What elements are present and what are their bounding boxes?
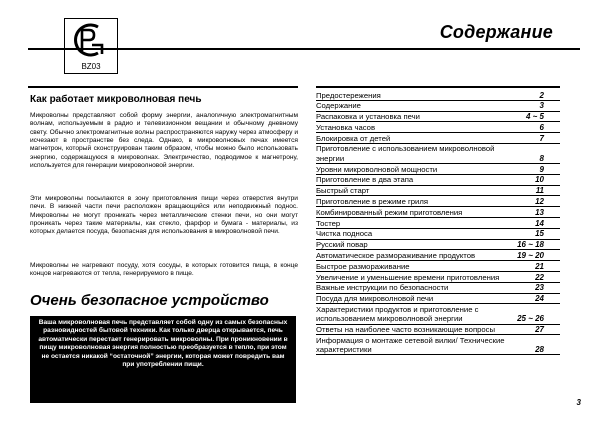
toc-item-title: Автоматическое размораживание продуктов [316,250,476,260]
toc-item-page: 9 [539,164,544,174]
toc-item-title: Информация о монтаже сетевой вилки/ Технические характеристики [316,335,505,355]
toc-item-page: 12 [535,196,544,206]
toc-item-page: 3 [539,101,544,111]
toc-item-title: Тостер [316,218,341,228]
toc-item-page: 28 [535,345,544,355]
toc-item[interactable] [316,240,560,251]
toc-item-title: Распаковка и установка печи [316,112,420,122]
toc-item-page: 2 [539,90,544,100]
right-column-divider [316,86,560,88]
toc-item-title: Быстрое размораживание [316,261,410,271]
toc-item[interactable] [316,133,560,144]
toc-item-page: 23 [535,283,544,293]
toc-item-title: Ответы на наиболее часто возникающие вопросы [316,325,496,335]
safety-notice-box: Ваша микроволновая печь представляет собой одну из самых безопасных разновидностей бытовой техники. Как только дверца открывается, печь автоматически перестает генерировать микроволны. При проникновении в пищу микроволновая энергия полностью преобразуется в тепло, при этом не остается никакой “остаточной” энергии, которая может повредить вам при употреблении пищи. [30,316,296,403]
toc-item[interactable] [316,261,560,272]
certification-mark-icon [68,21,112,59]
toc-item-title: Увеличение и уменьшение времени приготовления [316,272,500,282]
toc-item[interactable] [316,112,560,123]
toc-item-title: Приготовление в режиме гриля [316,196,429,206]
toc-item-title: Приготовление в два этапа [316,175,414,185]
toc-item-page: 15 [535,229,544,239]
certification-code: BZ03 [81,62,101,71]
paragraph-3: Микроволны не нагревают посуду, хотя сосуды, в которых готовится пища, в конце концов нагреваются от тепла, генерируемого в пище. [30,262,298,278]
toc-item[interactable] [316,144,560,164]
title-divider [28,48,580,50]
certification-mark [64,18,118,74]
toc-item-page: 25 ~ 26 [517,314,544,324]
toc-item-title: Быстрый старт [316,186,370,196]
toc-item-title: Приготовление с использованием микроволновой энергии [316,144,495,163]
toc-item[interactable] [316,229,560,240]
table-of-contents [316,90,560,355]
toc-item[interactable] [316,294,560,305]
toc-item-page: 22 [535,272,544,282]
toc-item-page: 7 [539,133,544,143]
toc-item[interactable] [316,325,560,336]
left-column-divider [28,86,298,88]
toc-item-title: Русский повар [316,240,368,250]
toc-item[interactable] [316,122,560,133]
toc-item-title: Предостережения [316,90,381,100]
toc-item-page: 24 [535,294,544,304]
toc-item-title: Характеристики продуктов и приготовление с использованием микроволновой энергии [316,304,479,324]
toc-item[interactable] [316,164,560,175]
toc-item[interactable] [316,207,560,218]
toc-item-page: 10 [535,175,544,185]
paragraph-1: Микроволны представляют собой форму энергии, аналогичную электромагнитным волнам, используемым в радио и телевизионном вещании и обычному дневному свету. Обычно электромагнитные волны распространяются наружу через атмосферу и исчезают в пространстве без следа. Однако, в микроволновых печах имеется магнетрон, который сконструирован таким образом, чтобы можно было использовать энергию, содержащуюся в микроволнах. Электричество, подводимое к магнетрону, используется для генерации микроволновой энергии. [30,112,298,170]
toc-item[interactable] [316,101,560,112]
toc-item-title: Комбинированный режим приготовления [316,207,463,217]
toc-item-page: 16 ~ 18 [517,240,544,250]
toc-item[interactable] [316,272,560,283]
toc-item-title: Важные инструкции по безопасности [316,283,449,293]
page-number: 3 [576,398,581,407]
toc-item-page: 8 [539,153,544,163]
toc-item[interactable] [316,283,560,294]
toc-item-title: Содержание [316,101,361,111]
toc-item-page: 4 ~ 5 [525,112,544,122]
toc-item-title: Блокировка от детей [316,133,391,143]
toc-item-page: 21 [535,261,544,271]
toc-item-title: Установка часов [316,122,376,132]
toc-item[interactable] [316,304,560,324]
toc-item[interactable] [316,250,560,261]
toc-item[interactable] [316,175,560,186]
paragraph-2: Эти микроволны посылаются в зону приготовления пищи через отверстия внутри печи. В нижней части печи расположен вращающийся или неподвижный поднос. Микроволны не могут проникать через металлические стенки печи, но они могут проникать через такие материалы, как стекло, фарфор и бумага - материалы, из которых делается посуда, безопасная для использования в микроволновой печи. [30,195,298,236]
toc-item[interactable] [316,186,560,197]
toc-item-page: 6 [539,122,544,132]
toc-item-title: Посуда для микроволновой печи [316,294,434,304]
toc-item[interactable] [316,196,560,207]
section-heading-safety: Очень безопасное устройство [30,292,269,309]
toc-item-page: 14 [535,218,544,228]
page-title: Содержание [439,22,553,42]
toc-item-title: Уровни микроволновой мощности [316,164,438,174]
toc-item-page: 19 ~ 20 [517,250,544,260]
toc-item-page: 13 [535,207,544,217]
toc-item[interactable] [316,90,560,101]
toc-item-page: 27 [535,325,544,335]
toc-item-page: 11 [535,186,544,196]
section-heading-how-it-works: Как работает микроволновая печь [30,94,202,105]
toc-item[interactable] [316,218,560,229]
toc-item-title: Чистка подноса [316,229,373,239]
toc-item[interactable] [316,335,560,355]
